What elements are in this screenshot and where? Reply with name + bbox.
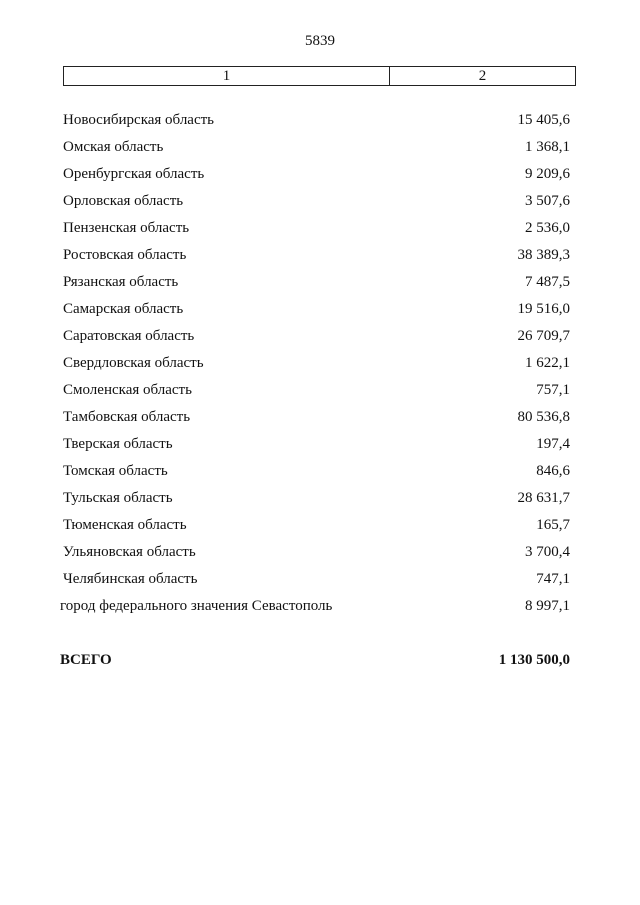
table-row	[60, 490, 570, 517]
region-name: Челябинская область	[63, 571, 198, 587]
table-row	[60, 112, 570, 139]
region-name: Ульяновская область	[63, 544, 196, 560]
table-row	[60, 166, 570, 193]
column-header-row	[63, 66, 576, 86]
region-name: Орловская область	[63, 193, 184, 209]
table-body	[60, 112, 570, 625]
region-value: 3 507,6	[525, 193, 570, 209]
region-name: Тюменская область	[63, 517, 187, 533]
region-name: Пензенская область	[63, 220, 190, 236]
region-name: Ростовская область	[63, 247, 187, 263]
region-value: 747,1	[536, 571, 570, 587]
region-name: Рязанская область	[63, 274, 179, 290]
table-row	[60, 598, 570, 625]
region-name: Новосибирская область	[63, 112, 215, 128]
region-value: 846,6	[536, 463, 570, 479]
region-value: 2 536,0	[525, 220, 570, 236]
region-value: 757,1	[536, 382, 570, 398]
region-name: Томская область	[63, 463, 168, 479]
region-name: Смоленская область	[63, 382, 192, 398]
total-label: ВСЕГО	[60, 652, 112, 668]
table-row	[60, 328, 570, 355]
table-row	[60, 382, 570, 409]
region-name: Тамбовская область	[63, 409, 191, 425]
table-row	[60, 193, 570, 220]
region-name: Оренбургская область	[63, 166, 205, 182]
table-row	[60, 220, 570, 247]
table-row	[60, 274, 570, 301]
region-value: 165,7	[536, 517, 570, 533]
region-value: 28 631,7	[517, 490, 570, 506]
region-name: Свердловская область	[63, 355, 204, 371]
table-row	[60, 139, 570, 166]
table-row	[60, 571, 570, 598]
region-value: 8 997,1	[525, 598, 570, 614]
region-value: 197,4	[536, 436, 570, 452]
total-row	[60, 652, 570, 669]
table-row	[60, 301, 570, 328]
table-row	[60, 517, 570, 544]
page-number: 5839	[305, 33, 335, 49]
region-name: город федерального значения Севастополь	[60, 598, 333, 614]
region-value: 26 709,7	[517, 328, 570, 344]
region-value: 19 516,0	[517, 301, 570, 317]
table-row	[60, 544, 570, 571]
table-row	[60, 463, 570, 490]
table-row	[60, 247, 570, 274]
region-value: 38 389,3	[517, 247, 570, 263]
region-value: 3 700,4	[525, 544, 570, 560]
region-name: Саратовская область	[63, 328, 195, 344]
region-name: Самарская область	[63, 301, 184, 317]
region-value: 7 487,5	[525, 274, 570, 290]
region-value: 1 368,1	[525, 139, 570, 155]
region-value: 9 209,6	[525, 166, 570, 182]
region-value: 1 622,1	[525, 355, 570, 371]
table-row	[60, 409, 570, 436]
total-value: 1 130 500,0	[498, 652, 570, 668]
region-name: Тверская область	[63, 436, 173, 452]
region-value: 15 405,6	[517, 112, 570, 128]
column-header-1: 1	[64, 67, 390, 85]
region-value: 80 536,8	[517, 409, 570, 425]
table-row	[60, 355, 570, 382]
region-name: Омская область	[63, 139, 164, 155]
column-header-2: 2	[478, 68, 487, 84]
table-row	[60, 436, 570, 463]
region-name: Тульская область	[63, 490, 173, 506]
